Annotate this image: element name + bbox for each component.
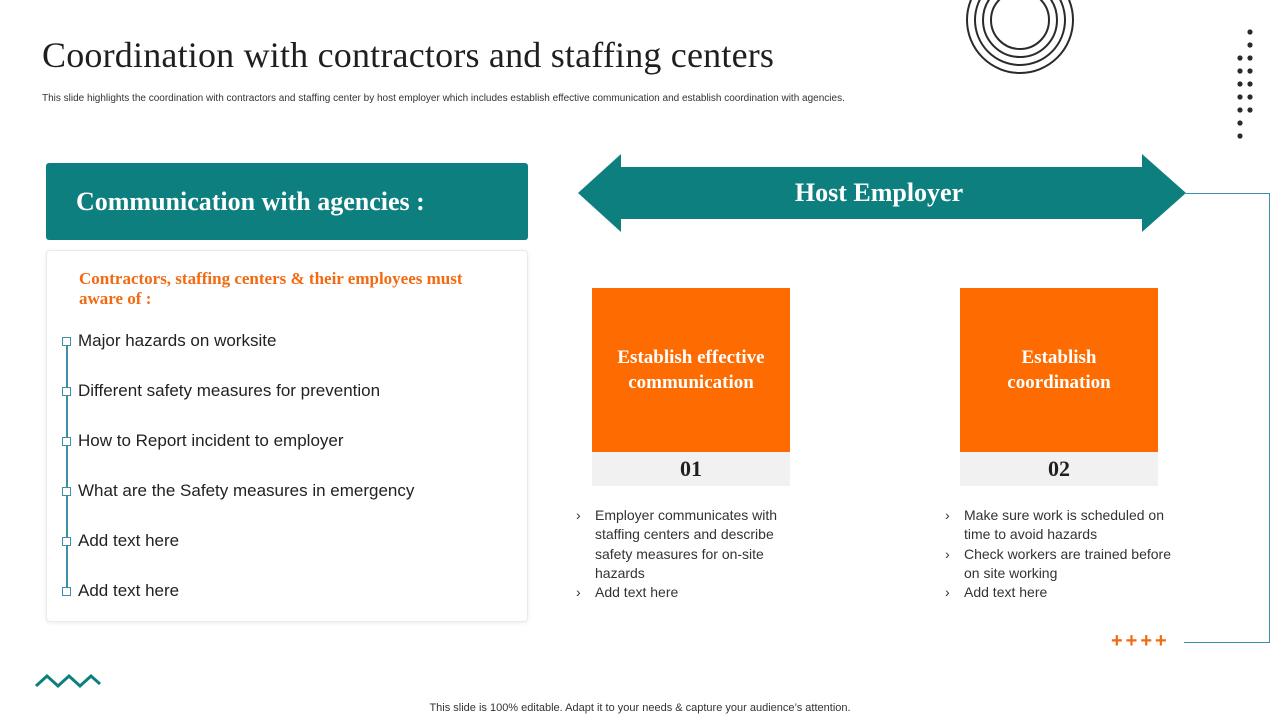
agencies-header-text: Communication with agencies : bbox=[76, 187, 425, 216]
step-description-item bbox=[945, 506, 1185, 545]
agencies-header-panel bbox=[46, 163, 528, 240]
awareness-item: Major hazards on worksite bbox=[78, 331, 277, 350]
concentric-circles-decoration bbox=[960, 0, 1080, 80]
timeline-bullet bbox=[62, 487, 71, 496]
step-description-list bbox=[945, 506, 1185, 602]
awareness-item: What are the Safety measures in emergency bbox=[78, 481, 415, 500]
timeline-bullet bbox=[62, 537, 71, 546]
slide-title: Coordination with contractors and staffing centers bbox=[42, 35, 775, 75]
step-description-item bbox=[576, 583, 804, 602]
awareness-heading: Contractors, staffing centers & their employees must aware of : bbox=[79, 269, 463, 308]
awareness-item: How to Report incident to employer bbox=[78, 431, 344, 450]
step-description-item bbox=[576, 506, 804, 583]
step-title: Establish coordination bbox=[1007, 347, 1111, 393]
awareness-item: Different safety measures for prevention bbox=[78, 381, 381, 400]
step-description-text: Add text here bbox=[964, 584, 1048, 601]
connector-line bbox=[1184, 193, 1270, 643]
awareness-item: Add text here bbox=[78, 531, 180, 550]
slide-subtitle: This slide highlights the coordination with contractors and staffing center by host employer which includes establish effective communication and establish coordination with agencies. bbox=[42, 93, 845, 104]
step-description-list bbox=[576, 506, 804, 602]
timeline-line bbox=[66, 341, 68, 591]
timeline-bullet bbox=[62, 387, 71, 396]
awareness-card bbox=[46, 250, 528, 622]
timeline-bullet bbox=[62, 587, 71, 596]
chevron-right-icon: › bbox=[576, 584, 581, 601]
chevron-right-icon: › bbox=[576, 507, 581, 523]
slide-footer: This slide is 100% editable. Adapt it to your needs & capture your audience’s attention. bbox=[429, 702, 851, 714]
zigzag-decoration bbox=[34, 672, 102, 690]
step-description-item bbox=[945, 583, 1185, 602]
timeline-bullet bbox=[62, 337, 71, 346]
step-number: 02 bbox=[960, 452, 1158, 486]
host-employer-label: Host Employer bbox=[794, 178, 964, 207]
step-box-communication bbox=[592, 288, 790, 452]
plus-signs-decoration: ++++ bbox=[1111, 630, 1170, 652]
step-title: Establish effective communication bbox=[617, 347, 765, 393]
chevron-right-icon: › bbox=[945, 507, 950, 523]
step-description-text: Employer communicates with staffing centers and describe safety measures for on-site hazards bbox=[595, 507, 778, 581]
chevron-right-icon: › bbox=[945, 545, 950, 562]
step-description-text: Make sure work is scheduled on time to avoid hazards bbox=[964, 507, 1164, 543]
step-description-text: Check workers are trained before on site working bbox=[964, 545, 1171, 581]
step-description-item bbox=[945, 545, 1185, 584]
step-description-text: Add text here bbox=[595, 584, 679, 601]
step-box-coordination bbox=[960, 288, 1158, 452]
awareness-item: Add text here bbox=[78, 581, 180, 600]
chevron-right-icon: › bbox=[945, 584, 950, 601]
timeline-bullet bbox=[62, 437, 71, 446]
step-number: 01 bbox=[592, 452, 790, 486]
dot-pattern-decoration bbox=[1234, 28, 1254, 143]
